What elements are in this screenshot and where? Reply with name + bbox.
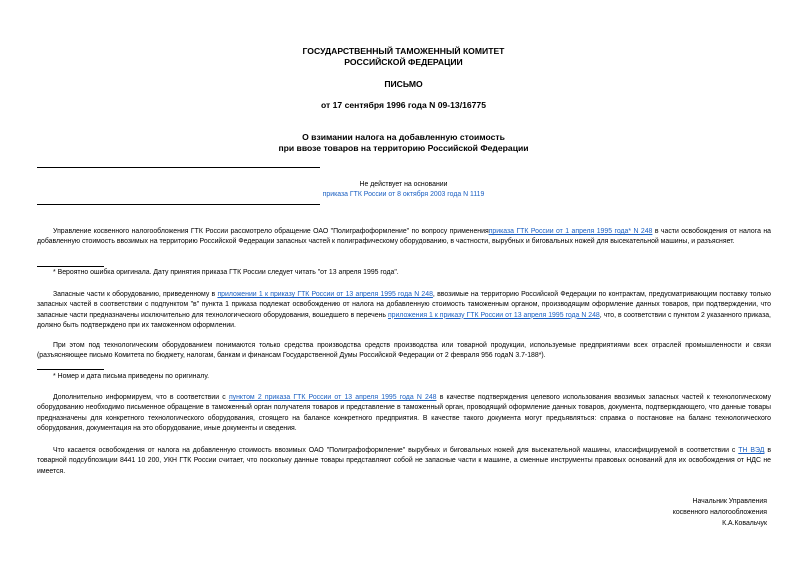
paragraph-5-text-b: в товарной подсубпозиции 8441 10 200, УКН ГТК России считает, что поскольку данные товары представляют собой не запасные части к машине, а сменные инструменты правовых оснований для их освобождения от НДС не имеется. bbox=[37, 447, 772, 475]
document-date-number: от 17 сентября 1996 года N 09-13/16775 bbox=[321, 100, 486, 110]
paragraph-4-text-a: Дополнительно информируем, что в соответствии с bbox=[53, 394, 229, 401]
signature-block bbox=[547, 496, 767, 529]
signature-department: косвенного налогообложения bbox=[672, 509, 767, 516]
divider-top bbox=[37, 167, 320, 168]
paragraph-5-text-a: Что касается освобождения от налога на добавленную стоимость ввозимых ОАО "Полиграфоформление" вырубных и биговальных ножей для высекательной машины, классифицируемой в соответствии с bbox=[53, 447, 739, 454]
paragraph-1-text-a: Управление косвенного налогообложения ГТК России рассмотрело обращение ОАО "Полиграфоформление" по вопросу применения bbox=[53, 228, 489, 235]
footnote-1: * Вероятно ошибка оригинала. Дату принятия приказа ГТК России следует читать "от 13 апреля 1995 года". bbox=[53, 269, 399, 276]
paragraph-2-text-b: , ввозимые на территорию Российской Федерации по контрактам, предусматривающим поставку только запасных частей в соответствии с подпунктом "в" пункта 1 приказа подлежат освобождению от налога на добавленную стоимость таможенным органом, производящим оформление данных товаров, при подтверждении, что запасные части предназначены исключительно для технологического оборудования, вошедшего в перечень bbox=[37, 291, 772, 319]
paragraph-2-text-c: , что, в соответствии с пунктом 2 указанного приказа, должно быть подтверждено при их таможенном оформлении. bbox=[37, 311, 771, 330]
paragraph-4-text-b: в качестве подтверждения целевого использования ввозимых запасных частей к технологическому оборудованию необходимо письменное обращение в таможенный орган получателя товаров и представление в таможенный орган, проводящий оформление данных товаров, документа, подтверждающего, что данные товары предназначены для конкретного технологического оборудования, стоящего на балансе конкретного предприятия. В качестве такого документа могут предъявляться: справка о постановке на баланс технологического оборудования, документация на это оборудование, иные документы и сведения. bbox=[37, 394, 771, 433]
appendix-1-link-2[interactable]: приложения 1 к приказу ГТК России от 13 апреля 1995 года N 248 bbox=[387, 311, 600, 319]
document-subject-line1: О взимании налога на добавленную стоимость bbox=[302, 132, 505, 142]
status-link-row bbox=[0, 190, 807, 201]
paragraph-2-text-a: Запасные части к оборудованию, приведенному в bbox=[53, 291, 218, 298]
footnote-2: * Номер и дата письма приведены по оригиналу. bbox=[53, 373, 209, 380]
tn-ved-link[interactable]: ТН ВЭД bbox=[738, 447, 765, 454]
status-note: Не действует на основании bbox=[359, 181, 448, 188]
status-order-link[interactable]: приказа ГТК России от 8 октября 2003 года N 1119 bbox=[322, 191, 485, 198]
paragraph-3: При этом под технологическим оборудованием понимаются только средства производства средств производства или товарной продукции, используемые предприятиями всех отраслей промышленности и связи (разъясняющее письмо Комитета по бюджету, налогам, банкам и финансам Государственной Думы Российской Федерации от 2 февраля 956 годаN 3.7-188*). bbox=[37, 342, 771, 360]
signature-name: К.А.Ковальчук bbox=[722, 520, 767, 527]
signature-position: Начальник Управления bbox=[692, 498, 767, 505]
footnote-divider-1 bbox=[37, 266, 104, 267]
org-name-line2: РОССИЙСКОЙ ФЕДЕРАЦИИ bbox=[344, 57, 463, 67]
divider-bottom bbox=[37, 204, 320, 205]
document-type: ПИСЬМО bbox=[384, 79, 423, 89]
paragraph-1 bbox=[37, 227, 771, 248]
document-subject-line2: при ввозе товаров на территорию Российской Федерации bbox=[278, 143, 529, 153]
point-2-order-link[interactable]: пунктом 2 приказа ГТК России от 13 апреля 1995 года N 248 bbox=[228, 394, 437, 401]
paragraph-2 bbox=[37, 290, 771, 332]
paragraph-4 bbox=[37, 393, 771, 435]
order-248-link[interactable]: приказа ГТК России от 1 апреля 1995 года* N 248 bbox=[488, 228, 653, 235]
paragraph-5 bbox=[37, 446, 771, 477]
org-name-line1: ГОСУДАРСТВЕННЫЙ ТАМОЖЕННЫЙ КОМИТЕТ bbox=[302, 46, 505, 56]
paragraph-1-text-b: в части освобождения от налога на добавленную стоимость ввозимых на территорию Российской Федерации запасных частей к полиграфическому оборудованию, в частности, вырубных и биговальных ножей для высекательной машины, и разъясняет. bbox=[37, 228, 772, 246]
footnote-divider-2 bbox=[37, 369, 104, 370]
appendix-1-link[interactable]: приложении 1 к приказу ГТК России от 13 апреля 1995 года N 248 bbox=[217, 291, 433, 298]
